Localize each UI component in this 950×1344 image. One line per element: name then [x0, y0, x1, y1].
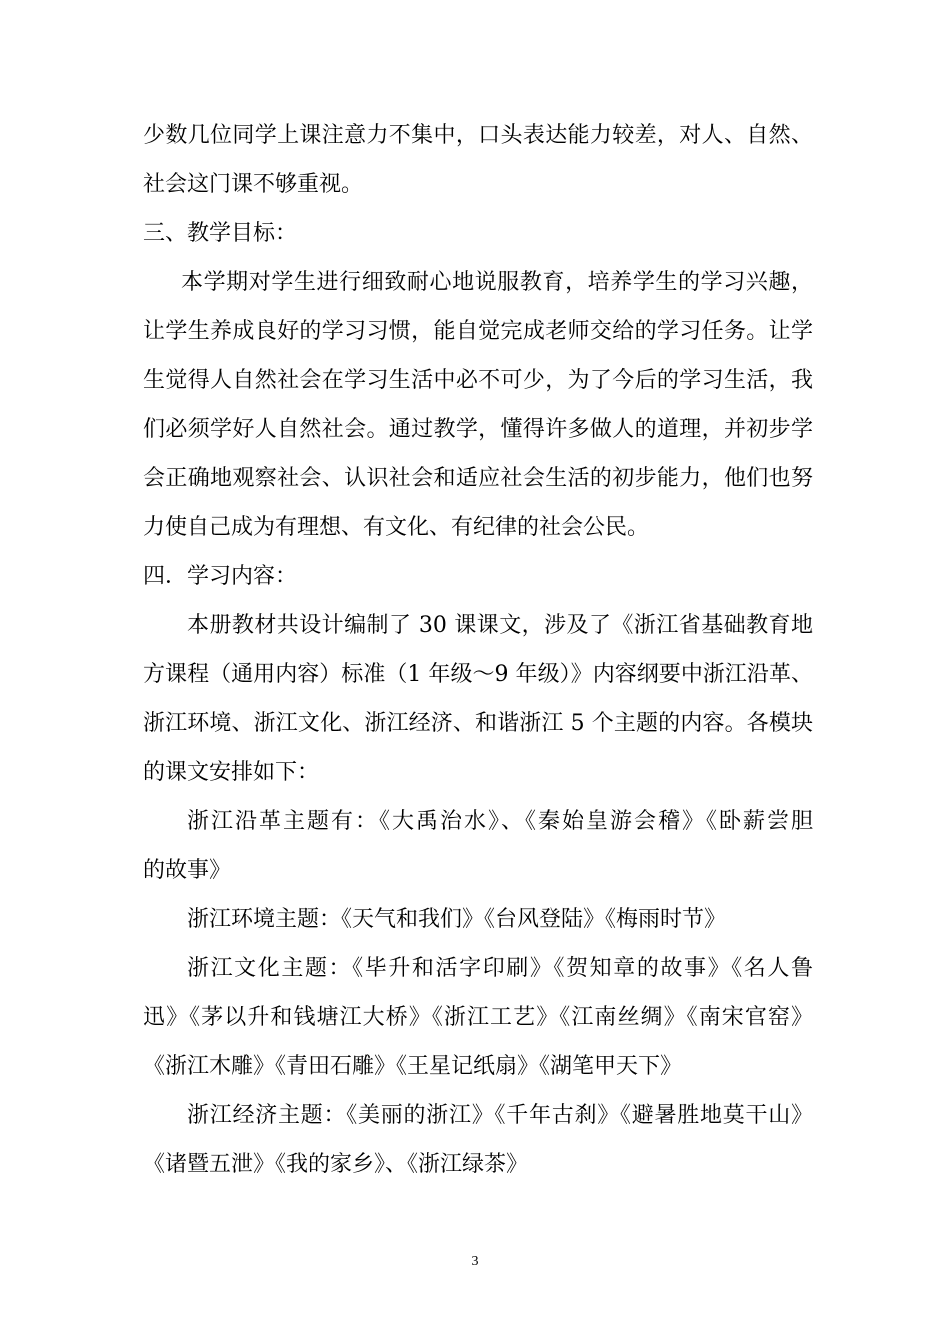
- paragraph-line: 浙江文化主题：《毕升和活字印刷》《贺知章的故事》《名人鲁: [187, 956, 813, 981]
- paragraph-line: 本册教材共设计编制了 30 课课文，涉及了《浙江省基础教育地: [187, 613, 813, 638]
- paragraph-line: 《诸暨五泄》《我的家乡》、《浙江绿茶》: [143, 1152, 529, 1177]
- paragraph-line: 迅》《茅以升和钱塘江大桥》《浙江工艺》《江南丝绸》《南宋官窑》: [143, 1005, 813, 1030]
- paragraph-line: 浙江环境主题：《天气和我们》《台风登陆》《梅雨时节》: [187, 907, 727, 932]
- paragraph-line: 方课程（通用内容）标准（1 年级～9 年级）》内容纲要中浙江沿革、: [143, 662, 813, 687]
- paragraph-line: 让学生养成良好的学习习惯，能自觉完成老师交给的学习任务。让学: [143, 319, 813, 344]
- paragraph-line: 少数几位同学上课注意力不集中，口头表达能力较差，对人、自然、: [143, 123, 813, 148]
- paragraph-line: 社会这门课不够重视。: [143, 172, 364, 197]
- paragraph-line: 的课文安排如下：: [143, 760, 320, 785]
- paragraph-line: 浙江经济主题：《美丽的浙江》《千年古刹》《避暑胜地莫干山》: [187, 1103, 813, 1128]
- paragraph-line: 浙江沿革主题有：《大禹治水》、《秦始皇游会稽》《卧薪尝胆: [187, 809, 813, 834]
- section-heading: 三、教学目标：: [143, 221, 298, 246]
- section-heading: 四．学习内容：: [143, 564, 298, 589]
- document-body: [143, 111, 813, 1189]
- page-number: 3: [471, 1254, 479, 1269]
- paragraph-line: 会正确地观察社会、认识社会和适应社会生活的初步能力，他们也努: [143, 466, 813, 491]
- paragraph-line: 们必须学好人自然社会。通过教学，懂得许多做人的道理，并初步学: [143, 417, 813, 442]
- paragraph-line: 生觉得人自然社会在学习生活中必不可少，为了今后的学习生活，我: [143, 368, 813, 393]
- paragraph-line: 本学期对学生进行细致耐心地说服教育，培养学生的学习兴趣，: [181, 270, 813, 295]
- paragraph-line: 的故事》: [143, 858, 232, 883]
- paragraph-line: 《浙江木雕》《青田石雕》《王星记纸扇》《湖笔甲天下》: [143, 1054, 683, 1079]
- paragraph-line: 力使自己成为有理想、有文化、有纪律的社会公民。: [143, 515, 650, 540]
- paragraph-line: 浙江环境、浙江文化、浙江经济、和谐浙江 5 个主题的内容。各模块: [143, 711, 813, 736]
